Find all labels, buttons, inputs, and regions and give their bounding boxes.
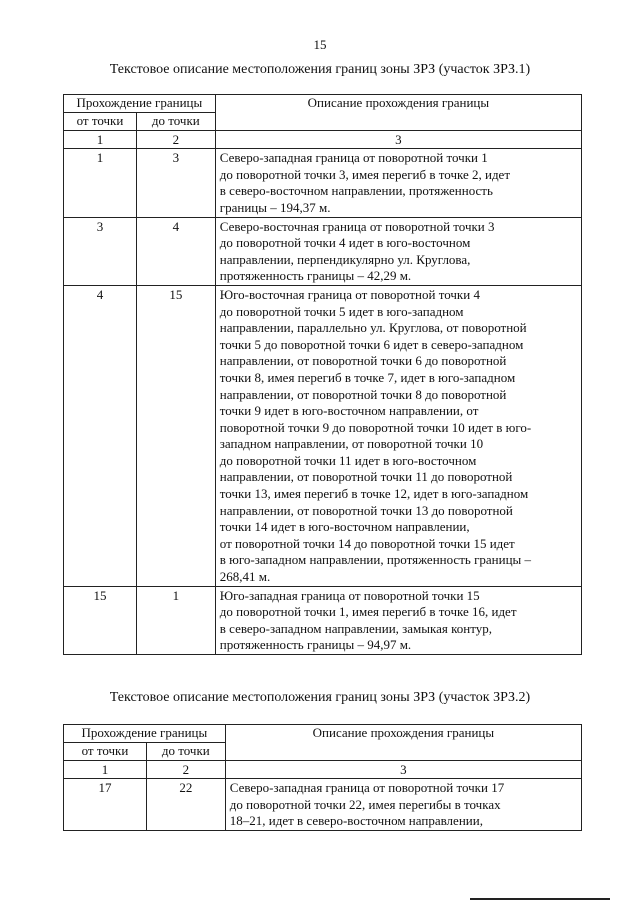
to-point-cell: 22: [146, 779, 225, 831]
to-point-cell: 4: [136, 217, 215, 285]
table-row: [64, 285, 582, 586]
header-description: Описание прохождения границы: [225, 725, 581, 761]
header-description: Описание прохождения границы: [215, 95, 581, 131]
section-title: Текстовое описание местоположения границ зоны ЗРЗ (участок ЗРЗ.1): [109, 62, 531, 77]
table-row: [64, 217, 582, 285]
column-number: 2: [146, 760, 225, 779]
table-row: [64, 779, 582, 831]
to-point-cell: 1: [136, 586, 215, 654]
description-cell: Северо-западная граница от поворотной точки 17 до поворотной точки 22, имея перегибы в точках 18–21, идет в северо-восточном направлении,: [225, 779, 581, 831]
to-point-cell: 3: [136, 149, 215, 217]
column-number: 2: [136, 130, 215, 149]
description-cell: Северо-западная граница от поворотной точки 1 до поворотной точки 3, имея перегиб в точке 2, идет в северо-восточном направлении, протяженность границы – 194,37 м.: [215, 149, 581, 217]
description-cell: Северо-восточная граница от поворотной точки 3 до поворотной точки 4 идет в юго-восточном направлении, перпендикулярно ул. Круглова, протяженность границы – 42,29 м.: [215, 217, 581, 285]
boundary-table-2: [63, 724, 582, 831]
column-number: 1: [64, 130, 137, 149]
footer-rule: [470, 898, 610, 900]
from-point-cell: 4: [64, 285, 137, 586]
header-boundary-passage: Прохождение границы: [64, 95, 216, 113]
table-row: [64, 149, 582, 217]
column-number: 3: [215, 130, 581, 149]
section-title: Текстовое описание местоположения границ зоны ЗРЗ (участок ЗРЗ.2): [109, 690, 531, 705]
boundary-table-1: [63, 94, 582, 655]
table-row: [64, 586, 582, 654]
to-point-cell: 15: [136, 285, 215, 586]
from-point-cell: 3: [64, 217, 137, 285]
header-boundary-passage: Прохождение границы: [64, 725, 226, 743]
header-from-point: от точки: [64, 743, 147, 761]
header-from-point: от точки: [64, 113, 137, 131]
page-number: 15: [313, 37, 327, 52]
from-point-cell: 1: [64, 149, 137, 217]
column-number: 1: [64, 760, 147, 779]
from-point-cell: 15: [64, 586, 137, 654]
column-number: 3: [225, 760, 581, 779]
description-cell: Юго-восточная граница от поворотной точки 4 до поворотной точки 5 идет в юго-западном направлении, параллельно ул. Круглова, от поворотной точки 5 до поворотной точки 6 идет в северо-западном направлении, от поворотной точки 6 до поворотной точки 8, имея перегиб в точке 7, идет в юго-западном направлении, от поворотной точки 8 до поворотной точки 9 идет в юго-восточном направлении, от поворотной точки 9 до поворотной точки 10 идет в юго- западном направлении, от поворотной точки 10 до поворотной точки 11 идет в юго-восточном направлении, от поворотной точки 11 до поворотной точки 13, имея перегиб в точке 12, идет в юго-западном направлении, от поворотной точки 13 до поворотной точки 14 идет в юго-восточном направлении, от поворотной точки 14 до поворотной точки 15 идет в юго-западном направлении, протяженность границы – 268,41 м.: [215, 285, 581, 586]
header-to-point: до точки: [146, 743, 225, 761]
description-cell: Юго-западная граница от поворотной точки 15 до поворотной точки 1, имея перегиб в точке 16, идет в северо-западном направлении, замыкая контур, протяженность границы – 94,97 м.: [215, 586, 581, 654]
from-point-cell: 17: [64, 779, 147, 831]
header-to-point: до точки: [136, 113, 215, 131]
